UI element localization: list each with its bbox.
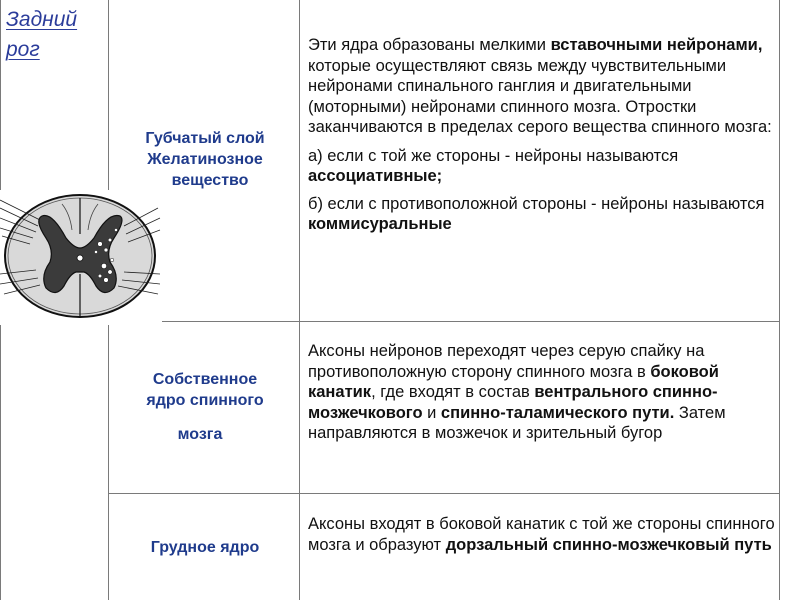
paragraph [308,514,778,555]
term-intercalary-neurons: вставочными нейронами, [550,36,763,54]
row-divider-1 [108,321,780,322]
name-line: ядро спинного [146,392,264,409]
name-line: Собственное [152,371,258,388]
term-lateral-funiculus: боковой канатик [308,362,719,401]
name-line: Губчатый слой [145,130,265,147]
term-dorsal-spinocerebellar: дорзальный спинно-мозжечковый путь [445,535,772,554]
spinal-cord-cross-section-icon [0,190,162,325]
term-commissural: коммисуральные [308,215,452,233]
paragraph [308,341,778,444]
term-associative: ассоциативные; [308,167,443,185]
intro-paragraph [308,35,778,138]
term-ventral-spinocerebellar: вентрального спинно-мозжечкового [308,383,718,422]
table-divider-2 [299,0,300,600]
row-divider-2 [108,493,780,494]
item-a [308,146,778,187]
description-proper [308,341,778,444]
name-line: Грудное ядро [150,539,260,556]
text-run: которые осуществляют связь между чувствительными нейронами спинального ганглия и двигательными (моторными) нейронами спинного мозга. Отростки заканчиваются в пределах серого вещества спинного мозга: [308,56,772,136]
table-border-right [779,0,780,600]
text-run: б) если с противоположной стороны - нейроны называются [308,194,765,213]
item-b [308,194,778,235]
description-gelatinous [308,35,778,235]
text-run: Эти ядра образованы мелкими [308,36,551,54]
section-title: Задний рог [6,8,78,61]
text-run: и [422,403,441,422]
nucleus-name-thoracic [112,537,298,558]
name-line: вещество [171,172,249,189]
name-line: Желатинозное [147,151,263,168]
text-run: Аксоны входят в боковой канатик с той же стороны спинного мозга и образуют [308,515,775,554]
text-run: , где входят в состав [371,383,535,401]
term-spinothalamic: спинно-таламического пути. [440,403,675,422]
nucleus-name-proper [112,369,298,445]
text-run: Аксоны нейронов переходят через серую спайку на противоположную сторону спинного мозга в [308,342,705,381]
nucleus-name-gelatinous [112,128,298,191]
text-run: Затем направляются в мозжечок и зрительный бугор [308,403,726,442]
text-run: а) если с той же стороны - нейроны называются [308,146,679,165]
description-thoracic [308,514,778,555]
name-line: мозга [177,426,223,443]
